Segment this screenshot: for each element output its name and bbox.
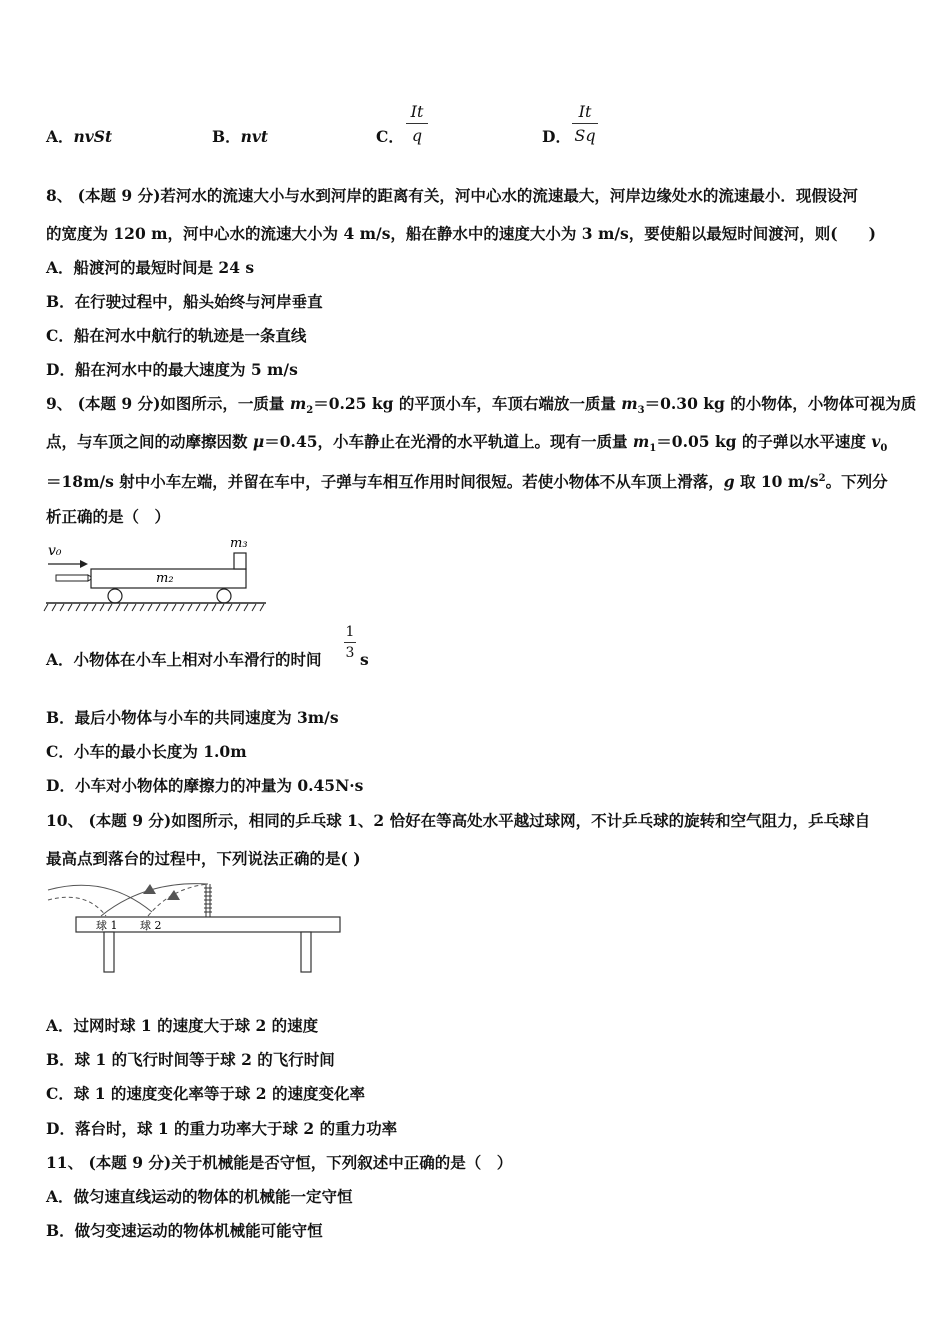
q11-option-b: B．做匀变速运动的物体机械能可能守恒 [46,1221,323,1240]
q9-cart-figure [44,533,272,613]
v0-label: v₀ [48,543,62,559]
q10-stem-line2: 最高点到落台的过程中，下列说法正确的是( ) [46,849,361,868]
net [204,884,212,917]
q8-stem-line1: 8、 (本题 9 分)若河水的流速大小与水到河岸的距离有关，河中心水的流速最大，河岸边缘处水的流速最小．现假设河 [46,186,858,205]
q10-table-figure [46,880,346,976]
m3-label: m₃ [230,536,248,551]
ball1-label: 球 1 [96,919,118,932]
q9-stem-line4: 析正确的是（ ） [46,507,171,526]
q7-option-d: D． [542,127,571,146]
ground-hatching [44,604,264,611]
q7-option-b: B．nvt [212,127,269,146]
q8-option-d: D．船在河水中的最大速度为 5 m/s [46,360,298,379]
q9-option-c: C．小车的最小长度为 1.0m [46,742,247,761]
q9-option-a-unit: s [360,650,369,669]
ball1-trajectory-solid [48,885,152,912]
q7-option-a: A．nvSt [46,127,113,146]
q10-option-d: D．落台时，球 1 的重力功率大于球 2 的重力功率 [46,1119,398,1138]
m2-label: m₂ [156,571,174,586]
ball1-trajectory-curve [101,884,208,916]
q8-stem-line2: 的宽度为 120 m，河中心水的流速大小为 4 m/s，船在静水中的速度大小为 3 m/s，要使船以最短时间渡河，则( ) [46,224,876,243]
q9-option-d: D．小车对小物体的摩擦力的冲量为 0.45N·s [46,776,364,795]
q7-option-c: C． [376,127,404,146]
q8-option-c: C．船在河水中航行的轨迹是一条直线 [46,326,307,345]
q8-option-a: A．船渡河的最短时间是 24 s [46,258,255,277]
q9-option-a: A．小物体在小车上相对小车滑行的时间 [46,650,322,669]
q10-option-a: A．过网时球 1 的速度大于球 2 的速度 [46,1016,319,1035]
small-block [234,553,246,569]
table-leg-right [301,932,311,972]
q9-stem-line1: 9、 (本题 9 分)如图所示，一质量 $m_2=0.25$ kg 的平顶小车，车顶右端放一质量 $m_3=0.30$ kg 的小物体，小物体可视为质 [46,394,917,417]
q10-stem-line1: 10、 (本题 9 分)如图所示，相同的乒乓球 1、2 恰好在等高处水平越过球网，不计乒乓球的旋转和空气阻力，乒乓球自 [46,811,871,830]
q7-option-d-fraction: It Sq [572,102,598,145]
q9-option-a-fraction: 1 3 [345,624,355,661]
q9-stem-line3: ＝18m/s 射中小车左端，并留在车中，子弹与车相互作用时间很短。若使小物体不从车顶上滑落，g 取 10 $m/s^2$。下列分 [46,472,888,492]
bullet [56,575,88,581]
cart-wheel-right [217,589,231,603]
q9-option-b: B．最后小物体与小车的共同速度为 3m/s [46,708,339,727]
q10-option-b: B．球 1 的飞行时间等于球 2 的飞行时间 [46,1050,335,1069]
q7-option-c-fraction: It q [406,102,428,145]
q9-stem-line2: 点，与车顶之间的动摩擦因数 μ＝0.45，小车静止在光滑的水平轨道上。现有一质量 $m_1=0.05$ kg 的子弹以水平速度 $v_0$ [46,432,888,455]
ball2-label: 球 2 [140,919,162,932]
ball2-trajectory-left [48,897,106,916]
q10-option-c: C．球 1 的速度变化率等于球 2 的速度变化率 [46,1084,365,1103]
q8-option-b: B．在行驶过程中，船头始终与河岸垂直 [46,292,323,311]
q11-option-a: A．做匀速直线运动的物体的机械能一定守恒 [46,1187,353,1206]
q11-stem-line1: 11、 (本题 9 分)关于机械能是否守恒，下列叙述中正确的是（ ） [46,1153,513,1172]
cart-wheel-left [108,589,122,603]
ball2-marker [167,890,180,900]
table-leg-left [104,932,114,972]
